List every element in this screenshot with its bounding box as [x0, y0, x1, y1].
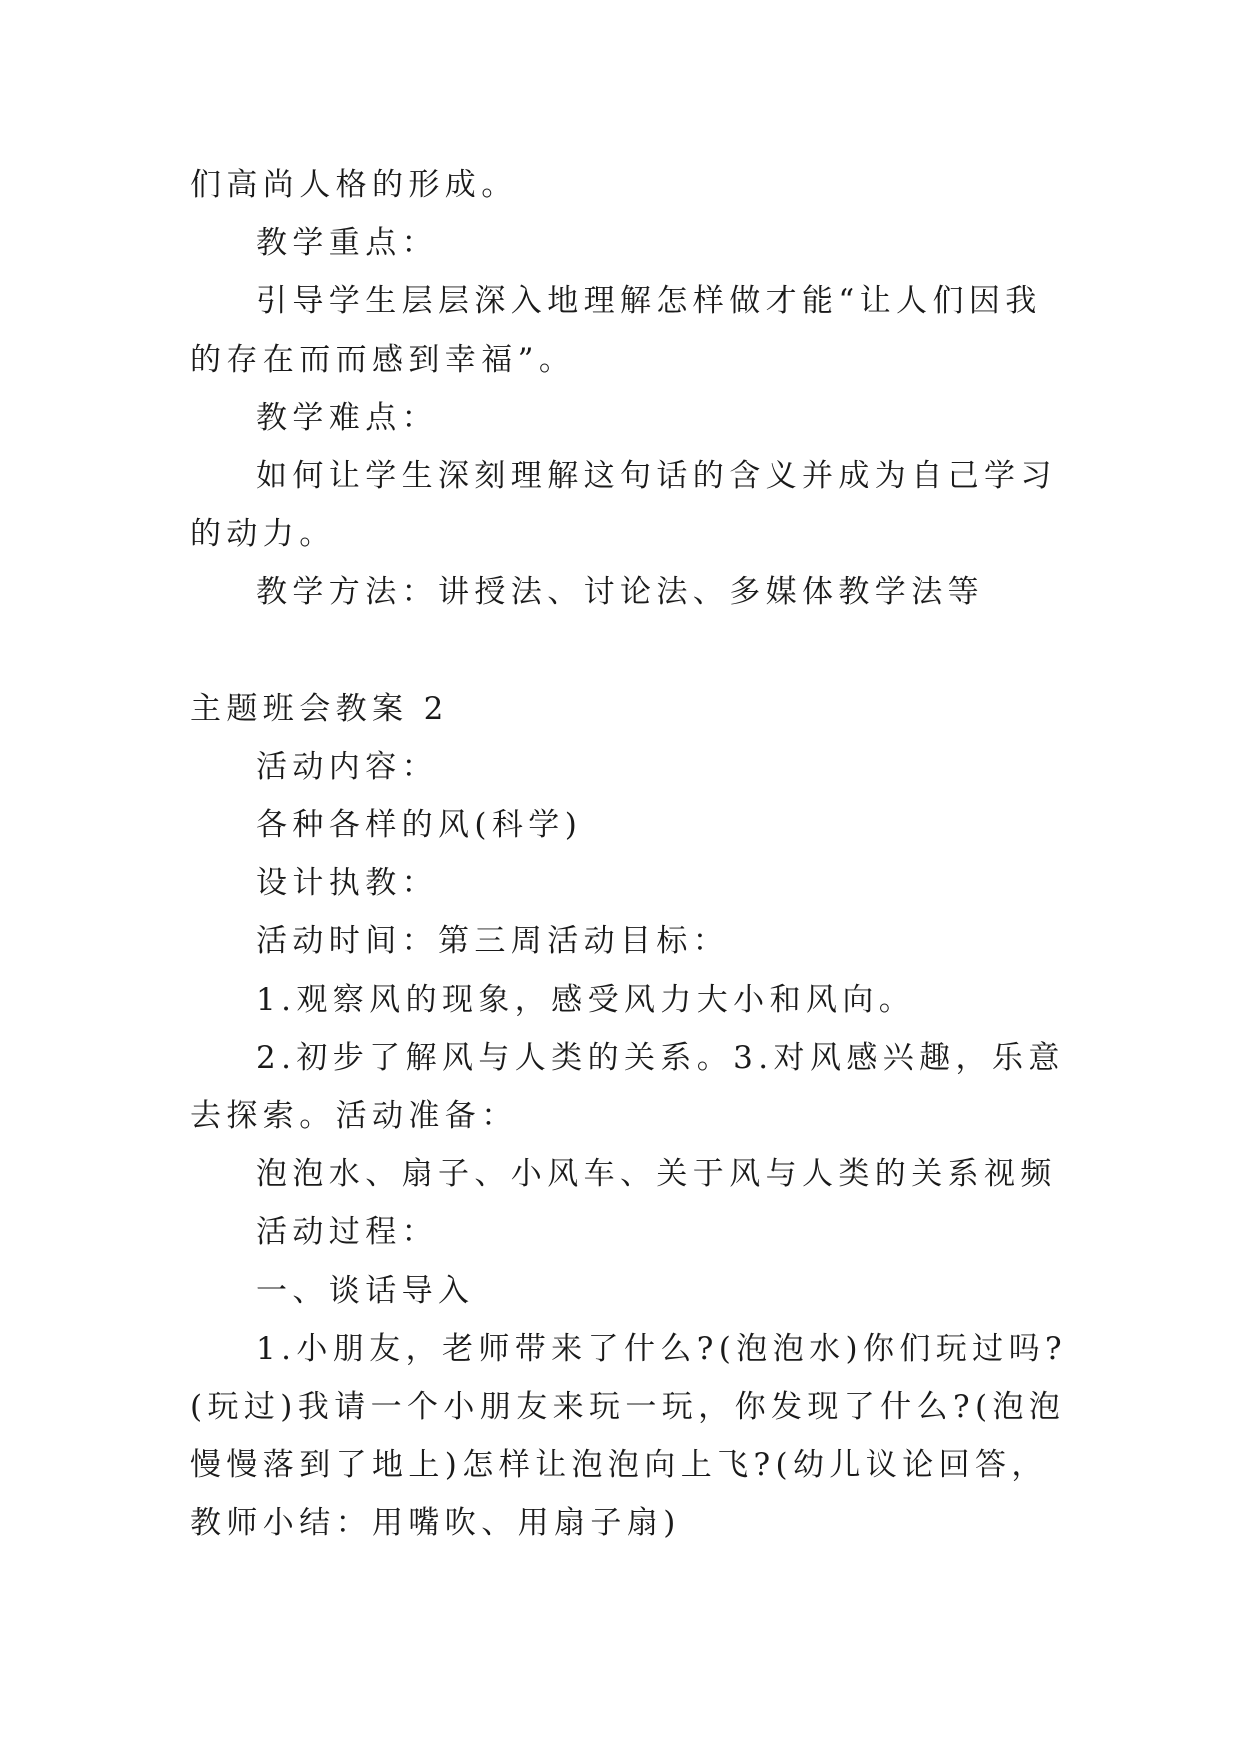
- paragraph-teaching-difficulty-heading: 教学难点：: [256, 399, 438, 436]
- paragraph-teaching-methods: 教学方法：讲授法、讨论法、多媒体教学法等: [256, 574, 984, 611]
- section-title: 主题班会教案 2: [190, 690, 449, 727]
- paragraph-activity-content: 各种各样的风(科学): [256, 807, 583, 844]
- paragraph-teaching-focus: 引导学生层层深入地理解怎样做才能“让人们因我的存在而而感到幸福”。: [190, 283, 1042, 378]
- paragraph-step-one-detail: 1.小朋友，老师带来了什么?(泡泡水)你们玩过吗?(玩过)我请一个小朋友来玩一玩，你发现了什么?(泡泡慢慢落到了地上)怎样让泡泡向上飞?(幼儿议论回答，教师小结：用嘴吹、用扇子扇): [190, 1330, 1068, 1542]
- paragraph-teaching-focus-heading: 教学重点：: [256, 225, 438, 262]
- paragraph-materials: 泡泡水、扇子、小风车、关于风与人类的关系视频: [256, 1156, 1057, 1193]
- document-body: [190, 156, 1070, 1553]
- paragraph-goal-2-3: 2.初步了解风与人类的关系。3.对风感兴趣，乐意去探索。活动准备：: [190, 1039, 1065, 1135]
- paragraph-design-teacher: 设计执教：: [256, 865, 438, 902]
- paragraph-process-heading: 活动过程：: [256, 1214, 438, 1251]
- paragraph-teaching-difficulty: 如何让学生深刻理解这句话的含义并成为自己学习的动力。: [190, 458, 1057, 553]
- section-spacer: [190, 622, 1070, 680]
- paragraph-activity-content-heading: 活动内容：: [256, 748, 438, 785]
- paragraph-continuation: 们高尚人格的形成。: [190, 167, 518, 203]
- paragraph-step-one-heading: 一、谈话导入: [256, 1272, 475, 1309]
- paragraph-activity-time: 活动时间：第三周活动目标：: [256, 923, 730, 960]
- paragraph-goal-1: 1.观察风的现象，感受风力大小和风向。: [256, 981, 916, 1018]
